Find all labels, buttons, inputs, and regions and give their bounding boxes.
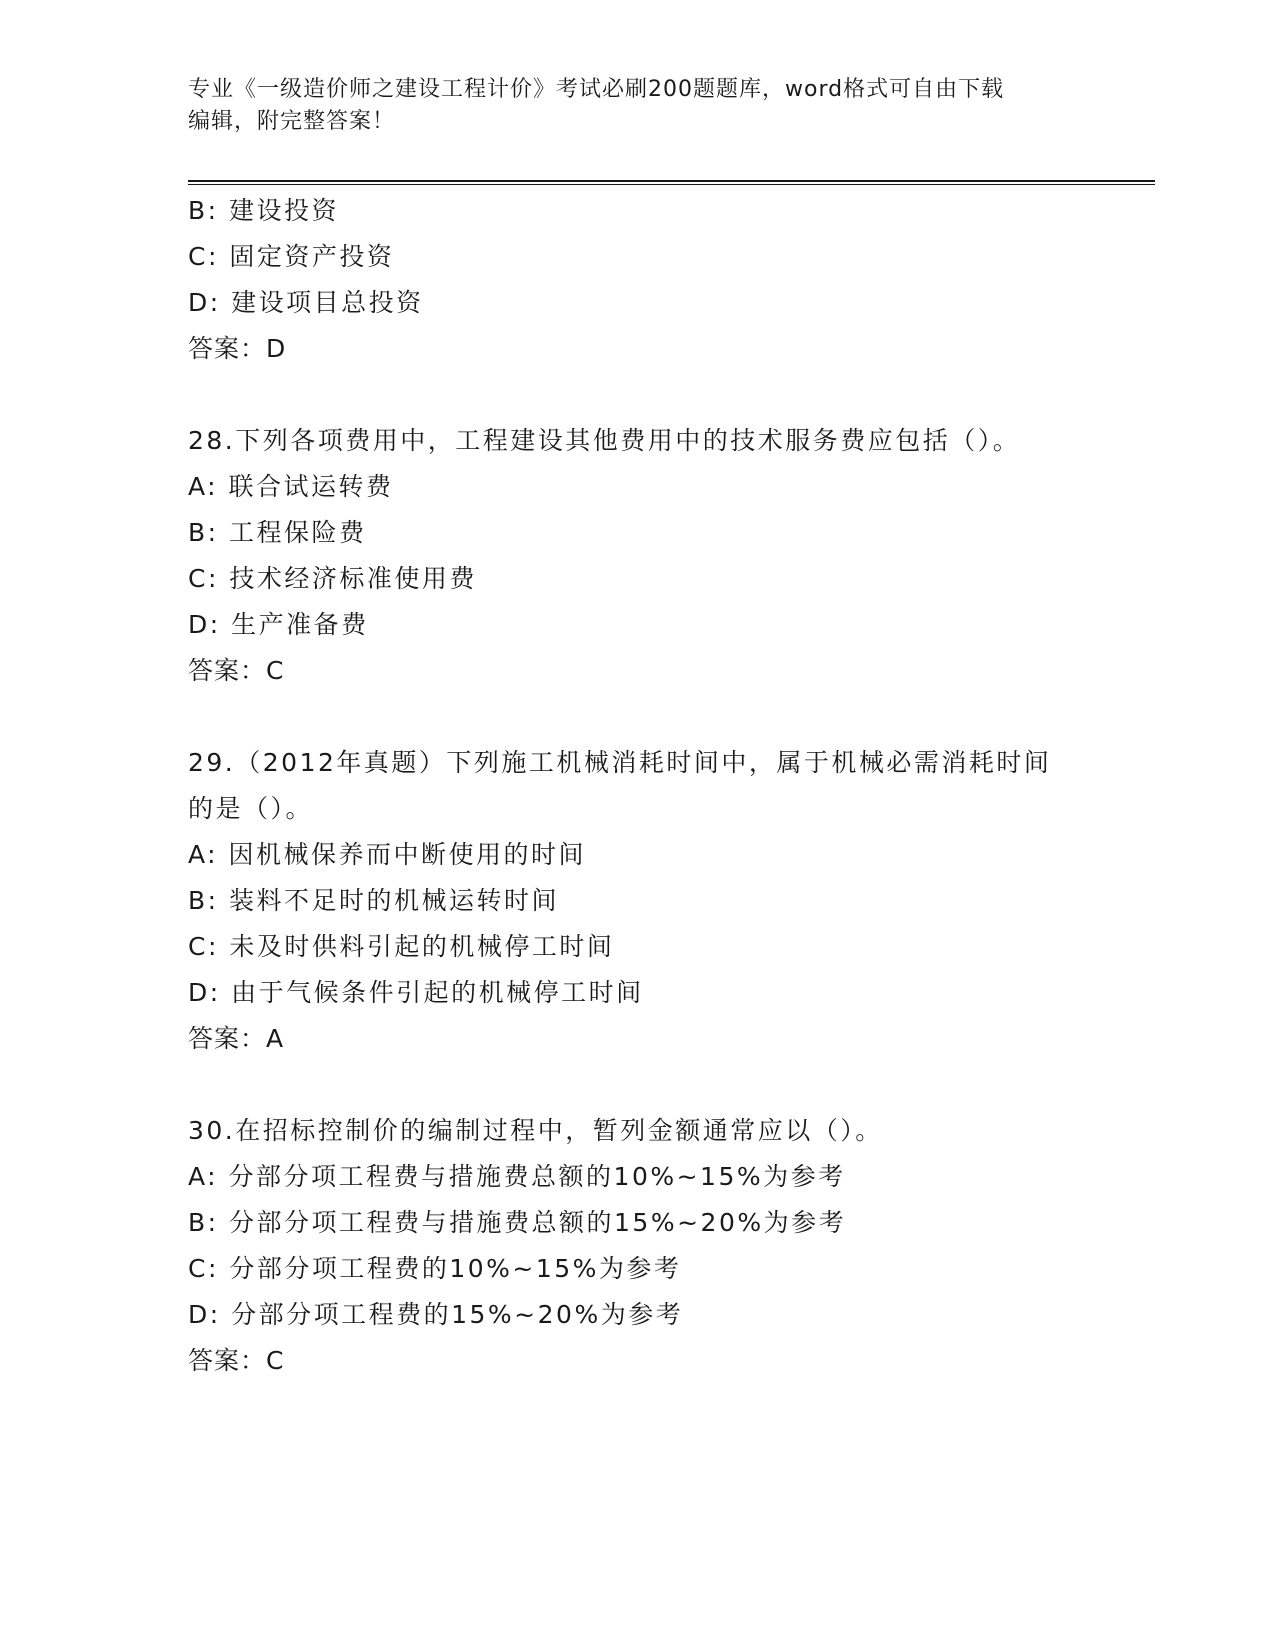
question-stem: 28.下列各项费用中，工程建设其他费用中的技术服务费应包括（）。 bbox=[188, 426, 1021, 455]
answer-line: 答案：A bbox=[188, 1024, 285, 1053]
question-27-continued bbox=[188, 188, 1148, 372]
option-c: C: 固定资产投资 bbox=[188, 242, 395, 271]
option-c: C: 分部分项工程费的10%~15%为参考 bbox=[188, 1254, 682, 1283]
question-stem-continued: 的是（）。 bbox=[188, 794, 314, 823]
question-29 bbox=[188, 740, 1148, 1062]
header-title-line-1: 专业《一级造价师之建设工程计价》考试必刷200题题库，word格式可自由下载 bbox=[188, 77, 1005, 102]
question-30 bbox=[188, 1108, 1148, 1384]
option-a: A: 分部分项工程费与措施费总额的10%~15%为参考 bbox=[188, 1162, 846, 1191]
option-b: B: 分部分项工程费与措施费总额的15%~20%为参考 bbox=[188, 1208, 847, 1237]
option-d: D: 由于气候条件引起的机械停工时间 bbox=[188, 978, 644, 1007]
header-title-line-2: 编辑，附完整答案！ bbox=[188, 109, 396, 134]
spacer bbox=[188, 372, 1148, 418]
question-list bbox=[188, 188, 1148, 1384]
option-a: A: 联合试运转费 bbox=[188, 472, 394, 501]
page-header bbox=[188, 74, 1088, 138]
answer-line: 答案：C bbox=[188, 656, 285, 685]
option-c: C: 未及时供料引起的机械停工时间 bbox=[188, 932, 615, 961]
option-d: D: 建设项目总投资 bbox=[188, 288, 424, 317]
option-d: D: 生产准备费 bbox=[188, 610, 369, 639]
option-b: B: 装料不足时的机械运转时间 bbox=[188, 886, 560, 915]
option-b: B: 建设投资 bbox=[188, 196, 340, 225]
answer-line: 答案：D bbox=[188, 334, 287, 363]
question-28 bbox=[188, 418, 1148, 694]
answer-line: 答案：C bbox=[188, 1346, 285, 1375]
question-stem: 29.（2012年真题）下列施工机械消耗时间中，属于机械必需消耗时间 bbox=[188, 748, 1052, 777]
header-divider bbox=[188, 180, 1155, 185]
option-c: C: 技术经济标准使用费 bbox=[188, 564, 477, 593]
option-a: A: 因机械保养而中断使用的时间 bbox=[188, 840, 587, 869]
spacer bbox=[188, 1062, 1148, 1108]
option-b: B: 工程保险费 bbox=[188, 518, 367, 547]
question-stem: 30.在招标控制价的编制过程中，暂列金额通常应以（）。 bbox=[188, 1116, 883, 1145]
spacer bbox=[188, 694, 1148, 740]
option-d: D: 分部分项工程费的15%~20%为参考 bbox=[188, 1300, 684, 1329]
